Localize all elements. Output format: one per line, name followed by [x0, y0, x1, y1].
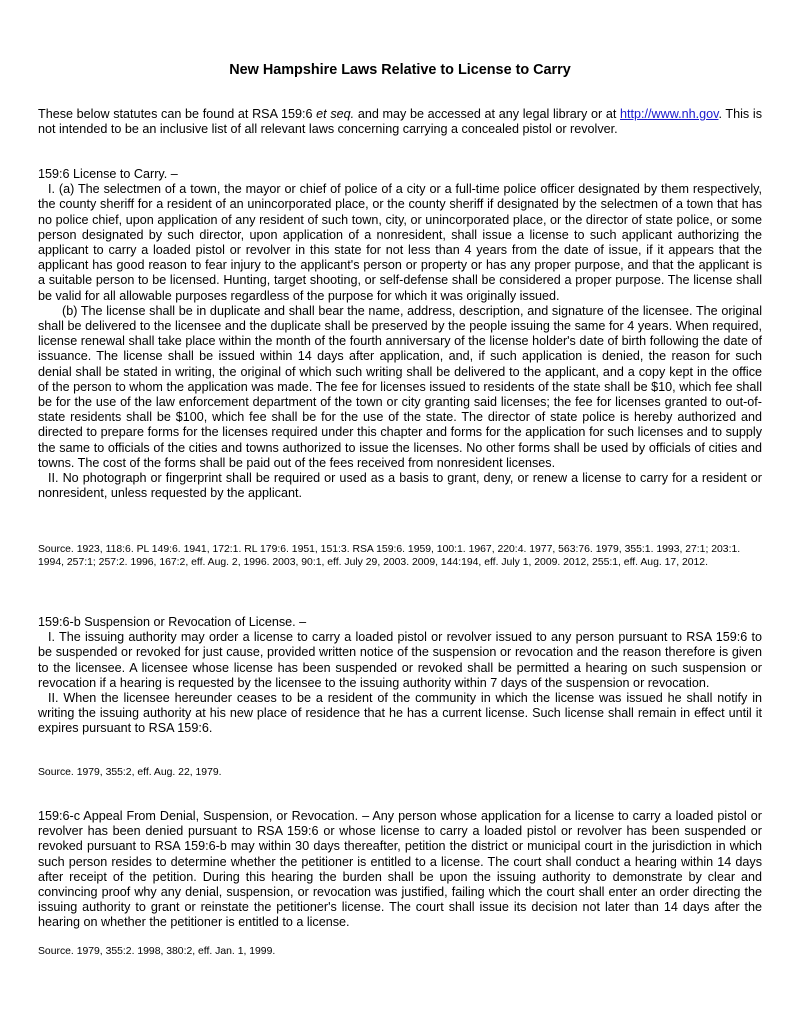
nh-gov-link[interactable]: http://www.nh.gov — [620, 107, 719, 121]
source-citation: Source. 1979, 355:2. 1998, 380:2, eff. Jan. 1, 1999. — [38, 946, 276, 957]
section-paragraph: (b) The license shall be in duplicate and shall bear the name, address, description, and signature of the licensee. The original shall be delivered to the licensee and the duplicate shall be preserved by the people issuing the same for 4 years. When required, license renewal shall take place within the month of the fourth anniversary of the license holder's date of birth following the date of issuance. The license shall be issued within 14 days after application, and, if such application is denied, the reason for such denial shall be stated in writing, the original of which such writing shall be delivered to the applicant, and a copy kept in the office of the person to whom the application was made. The fee for licenses issued to residents of the state shall be $10, which fee shall be for the use of the law enforcement department of the town or city granting said licenses; the fee for licenses granted to out-of-state residents shall be $100, which fee shall be for the use of the state. The director of state police is hereby authorized and directed to prepare forms for the licenses required under this chapter and forms for the application for such licenses and to supply the same to officials of the cities and towns authorized to issue the licenses. No other forms shall be used by officials of cities and towns. The cost of the forms shall be paid out of the fees received from nonresident licenses. — [38, 303, 762, 470]
intro-text-3: . This is not intended to be an inclusive list of all relevant laws concerning carrying a concealed pistol or revolver. — [38, 107, 762, 137]
section-159-6 — [38, 167, 762, 501]
section-paragraph: I. The issuing authority may order a license to carry a loaded pistol or revolver issued to any person pursuant to RSA 159:6 to be suspended or revoked for just cause, provided written notice of the suspension or revocation and the reason therefore is given to the licensee. A licensee whose license has been suspended or revoked shall be permitted a hearing on such suspension or revocation if a hearing is requested by the licensee to the issuing authority within 7 days of the suspension or revocation. — [38, 630, 762, 690]
section-paragraph: I. (a) The selectmen of a town, the mayor or chief of police of a city or a full-time police officer designated by them respectively, the county sheriff for a resident of an unincorporated place, or the county sheriff if designated by the selectmen of a town that has no police chief, upon application of any resident of such town, city, or unincorporated place, or the director of state police, or some person designated by such director, upon application of a nonresident, shall issue a license to such applicant authorizing the applicant to carry a loaded pistol or revolver in this state for not less than 4 years from the date of issue, if it appears that the applicant has good reason to fear injury to the applicant's person or property or has any proper purpose, and that the applicant is a suitable person to be licensed. Hunting, target shooting, or self-defense shall be considered a proper purpose. The license shall be valid for all allowable purposes regardless of the purpose for which it was originally issued. — [38, 182, 762, 303]
page-title: New Hampshire Laws Relative to License to Carry — [229, 62, 571, 78]
section-159-6-c — [38, 809, 762, 931]
section-paragraph: 159:6-c Appeal From Denial, Suspension, or Revocation. – Any person whose application for a license to carry a loaded pistol or revolver has been denied pursuant to RSA 159:6 or whose license to carry a loaded pistol or revolver has been suspended or revoked pursuant to RSA 159:6-b may within 30 days thereafter, petition the district or municipal court in the jurisdiction in which such person resides to determine whether the petitioner is entitled to a license. The court shall conduct a hearing within 14 days after receipt of the petition. During this hearing the burden shall be upon the issuing authority to demonstrate by clear and convincing proof why any denial, suspension, or revocation was justified, failing which the court shall enter an order directing the issuing authority to grant or reinstate the petitioner's license. The court shall issue its decision not later than 14 days after the hearing on whether the petitioner is entitled to a license. — [38, 809, 762, 930]
source-citation: Source. 1979, 355:2, eff. Aug. 22, 1979. — [38, 767, 222, 778]
section-heading: 159:6-b Suspension or Revocation of License. – — [38, 615, 307, 629]
intro-text-2: and may be accessed at any legal library or at — [354, 107, 621, 121]
section-heading: 159:6 License to Carry. – — [38, 167, 178, 181]
section-159-6-b — [38, 615, 762, 737]
section-paragraph: II. No photograph or fingerprint shall be required or used as a basis to grant, deny, or renew a license to carry for a resident or nonresident, unless requested by the applicant. — [38, 471, 762, 501]
intro-text: These below statutes can be found at RSA 159:6 — [38, 107, 317, 121]
intro-italic: et seq. — [316, 107, 355, 121]
source-citation: Source. 1923, 118:6. PL 149:6. 1941, 172:1. RL 179:6. 1951, 151:3. RSA 159:6. 1959, 100:1. 1967, 220:4. 1977, 563:76. 1979, 355:1. 1993, 27:1; 203:1. 1994, 257:1; 257:2. 1996, 167:2, eff. Aug. 2, 1996. 2003, 90:1, eff. July 29, 2003. 2009, 144:194, eff. July 1, 2009. 2012, 255:1, eff. Aug. 17, 2012. — [38, 544, 741, 569]
section-paragraph: II. When the licensee hereunder ceases to be a resident of the community in which the license was issued he shall notify in writing the issuing authority at his new place of residence that he has a current license. Such license shall remain in effect until it expires pursuant to RSA 159:6. — [38, 691, 762, 736]
intro-paragraph — [38, 107, 762, 137]
